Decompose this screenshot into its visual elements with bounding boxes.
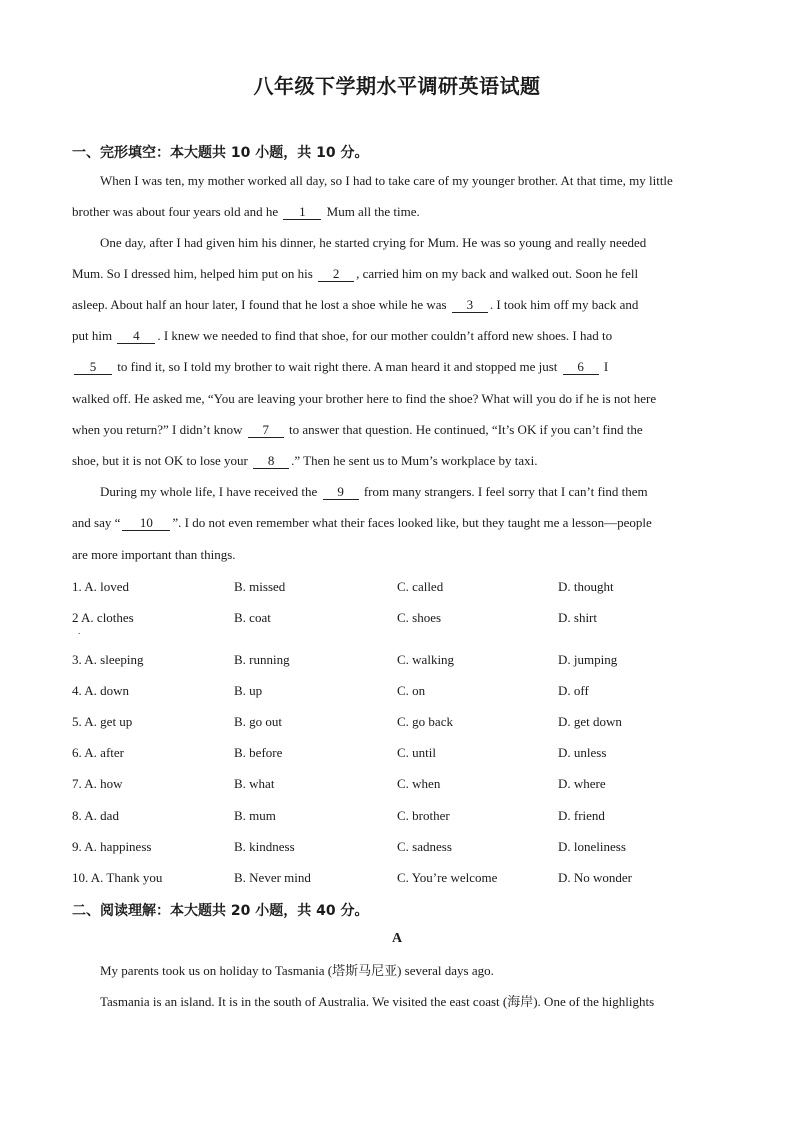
cloze-line (72, 421, 722, 439)
option-d: D. friend (558, 808, 605, 823)
option-a: 10. A. Thank you (72, 870, 163, 885)
reading-line: My parents took us on holiday to Tasmania (塔斯马尼亚) several days ago. (100, 963, 494, 978)
option-b: B. what (234, 776, 275, 791)
blank-number: 9 (323, 484, 359, 500)
option-d: D. unless (558, 745, 607, 760)
line-text: Mum all the time. (323, 204, 420, 219)
option-b: B. missed (234, 579, 286, 594)
option-d: D. get down (558, 714, 622, 729)
option-d: D. jumping (558, 652, 618, 667)
line-text: put him (72, 328, 116, 343)
line-text: . I knew we needed to find that shoe, for our mother couldn’t afford new shoes. I had to (157, 328, 613, 343)
line-text: to find it, so I told my brother to wait right there. A man heard it and stopped me just (114, 359, 561, 374)
cloze-line (72, 546, 722, 564)
cloze-line (100, 483, 722, 501)
option-c: C. You’re welcome (397, 870, 498, 885)
line-text: ”. I do not even remember what their faces looked like, but they taught me a lesson—people (172, 515, 652, 530)
line-text: from many strangers. I feel sorry that I can’t find them (360, 484, 648, 499)
line-text: and say “ (72, 515, 121, 530)
cloze-line (72, 358, 722, 376)
option-c: C. sadness (397, 839, 452, 854)
option-c: C. called (397, 579, 444, 594)
line-text: One day, after I had given him his dinner, he started crying for Mum. He was so young and really needed (100, 235, 647, 250)
blank-number: 8 (253, 453, 289, 469)
option-row (72, 609, 722, 627)
cloze-line (72, 327, 722, 345)
line-text: are more important than things. (72, 547, 236, 562)
option-d: D. No wonder (558, 870, 633, 885)
line-text: .” Then he sent us to Mum’s workplace by taxi. (291, 453, 538, 468)
blank-number: 10 (122, 515, 170, 531)
option-row (72, 682, 722, 700)
blank-number: 2 (318, 266, 354, 282)
cloze-line (72, 203, 722, 221)
passage-label: A (391, 931, 403, 946)
option-row (72, 578, 722, 596)
option-b: B. Never mind (234, 870, 311, 885)
blank-number: 3 (452, 297, 488, 313)
option-d: D. loneliness (558, 839, 626, 854)
line-text: brother was about four years old and he (72, 204, 282, 219)
cloze-line (100, 172, 722, 190)
option-a: 4. A. down (72, 683, 130, 698)
option-row (72, 807, 722, 825)
option-b: B. kindness (234, 839, 295, 854)
section-heading-cloze: 一、完形填空：本大题共 10 小题，共 10 分。 (72, 145, 369, 161)
cloze-line (72, 390, 722, 408)
option-a: 9. A. happiness (72, 839, 152, 854)
section-heading-reading: 二、阅读理解：本大题共 20 小题，共 40 分。 (72, 903, 369, 919)
option-c: C. walking (397, 652, 455, 667)
line-text: I (600, 359, 609, 374)
page-title: 八年级下学期水平调研英语试题 (253, 74, 541, 98)
option-b: B. coat (234, 610, 271, 625)
option-a: 6. A. after (72, 745, 124, 760)
cloze-line (72, 296, 722, 314)
option-b: B. running (234, 652, 290, 667)
line-text: to answer that question. He continued, “It’s OK if you can’t find the (285, 422, 643, 437)
line-text: asleep. About half an hour later, I found that he lost a shoe while he was (72, 297, 450, 312)
option-d: D. thought (558, 579, 614, 594)
line-text: During my whole life, I have received the (100, 484, 321, 499)
option-a: 1. A. loved (72, 579, 130, 594)
option-d: D. where (558, 776, 606, 791)
option-a: 5. A. get up (72, 714, 133, 729)
cloze-line (72, 452, 722, 470)
option-b: B. before (234, 745, 283, 760)
option-row (72, 651, 722, 669)
option-d: D. off (558, 683, 589, 698)
line-text: shoe, but it is not OK to lose your (72, 453, 252, 468)
stray-dot-mark: . (78, 626, 81, 636)
option-c: C. shoes (397, 610, 442, 625)
reading-line: Tasmania is an island. It is in the south of Australia. We visited the east coast (海岸). One of the highlights (100, 994, 655, 1009)
option-a: 2 A. clothes (72, 610, 134, 625)
option-c: C. when (397, 776, 441, 791)
blank-number: 4 (117, 328, 155, 344)
line-text: , carried him on my back and walked out. Soon he fell (356, 266, 639, 281)
blank-number: 6 (563, 359, 599, 375)
option-a: 8. A. dad (72, 808, 119, 823)
cloze-line (72, 265, 722, 283)
option-b: B. up (234, 683, 263, 698)
option-d: D. shirt (558, 610, 597, 625)
option-row (72, 838, 722, 856)
blank-number: 1 (283, 204, 321, 220)
option-c: C. brother (397, 808, 450, 823)
option-c: C. go back (397, 714, 453, 729)
line-text: walked off. He asked me, “You are leaving your brother here to find the shoe? What will you do if he is not here (72, 391, 657, 406)
option-a: 3. A. sleeping (72, 652, 144, 667)
option-b: B. go out (234, 714, 283, 729)
blank-number: 7 (248, 422, 284, 438)
line-text: When I was ten, my mother worked all day, so I had to take care of my younger brother. At that time, my little (100, 173, 673, 188)
option-b: B. mum (234, 808, 276, 823)
blank-number: 5 (74, 359, 112, 375)
option-c: C. until (397, 745, 437, 760)
line-text: Mum. So I dressed him, helped him put on his (72, 266, 317, 281)
cloze-line (100, 234, 722, 252)
option-c: C. on (397, 683, 426, 698)
option-a: 7. A. how (72, 776, 123, 791)
option-row (72, 744, 722, 762)
cloze-line (72, 514, 722, 532)
line-text: . I took him off my back and (489, 297, 639, 312)
option-row (72, 869, 722, 887)
option-row (72, 775, 722, 793)
option-row (72, 713, 722, 731)
line-text: when you return?” I didn’t know (72, 422, 246, 437)
